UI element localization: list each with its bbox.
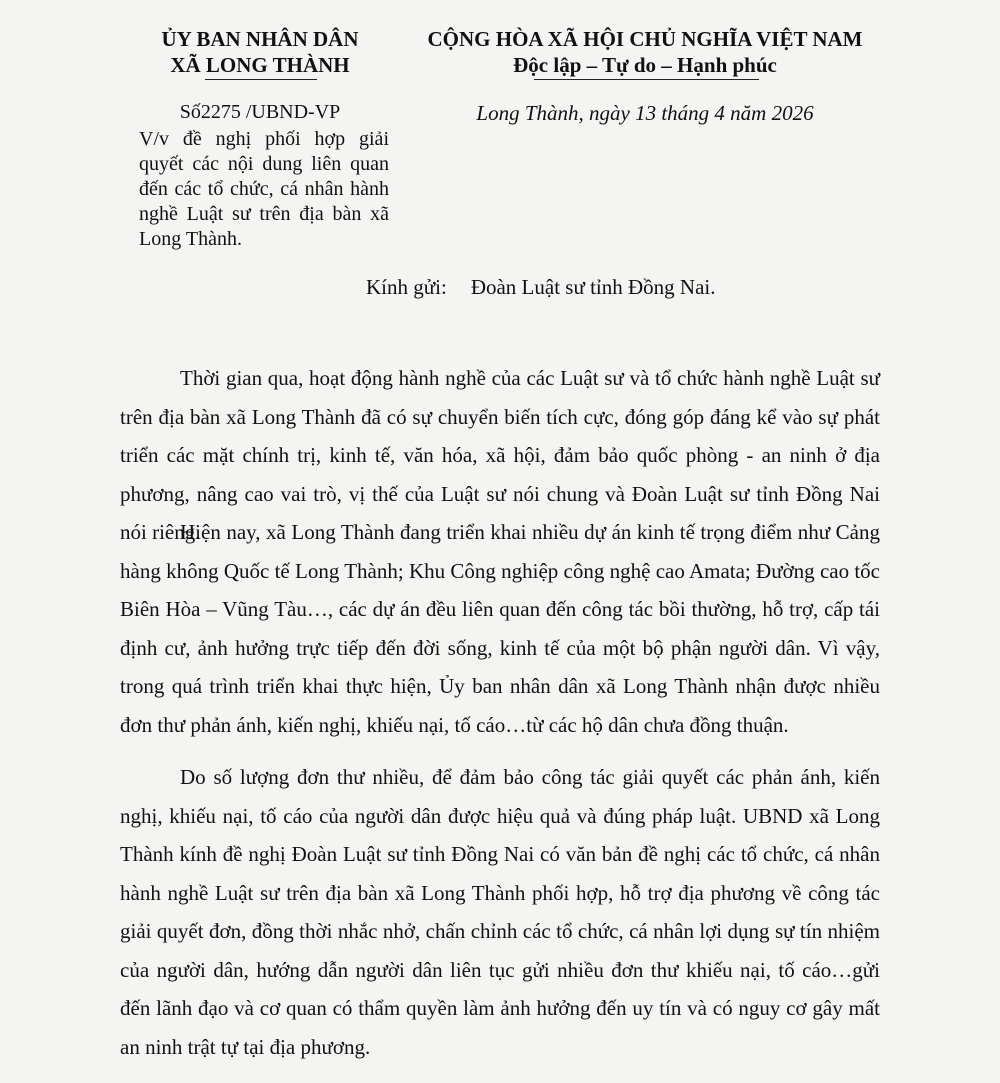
paragraph-text: Hiện nay, xã Long Thành đang triển khai nhiều dự án kinh tế trọng điểm như Cảng hàng không Quốc tế Long Thành; Khu Công nghiệp công nghệ cao Amata; Đường cao tốc Biên Hòa – Vũng Tàu…, các dự án đều liên quan đến công tác bồi thường, hỗ trợ, cấp tái định cư, ảnh hưởng trực tiếp đến đời sống, kinh tế của một bộ phận người dân. Vì vậy, trong quá trình triển khai thực hiện, Ủy ban nhân dân xã Long Thành nhận được nhiều đơn thư phản ánh, kiến nghị, khiếu nại, tố cáo…từ các hộ dân chưa đồng thuận. [120, 520, 880, 737]
body-paragraph [120, 513, 880, 744]
recipient-label: Kính gửi: [366, 275, 447, 299]
agency-underline [205, 79, 317, 80]
recipient-name: Đoàn Luật sư tỉnh Đồng Nai. [470, 275, 716, 299]
nation-line-1: CỘNG HÒA XÃ HỘI CHỦ NGHĨA VIỆT NAM [427, 27, 863, 51]
national-heading [395, 26, 895, 78]
paragraph-text: Do số lượng đơn thư nhiều, để đảm bảo công tác giải quyết các phản ánh, kiến nghị, khiếu nại, tố cáo của người dân được hiệu quả và đúng pháp luật. UBND xã Long Thành kính đề nghị Đoàn Luật sư tỉnh Đồng Nai có văn bản đề nghị các tổ chức, cá nhân hành nghề Luật sư trên địa bàn xã Long Thành phối hợp, hỗ trợ địa phương về công tác giải quyết đơn, đồng thời nhắc nhở, chấn chỉnh các tổ chức, cá nhân lợi dụng sự tín nhiệm của người dân, hướng dẫn người dân liên tục gửi nhiều đơn thư khiếu nại, tố cáo…gửi đến lãnh đạo và cơ quan có thẩm quyền làm ảnh hưởng đến uy tín và có nguy cơ gây mất an ninh trật tự tại địa phương. [120, 765, 880, 1059]
paragraph-text: Thời gian qua, hoạt động hành nghề của các Luật sư và tổ chức hành nghề Luật sư trên địa bàn xã Long Thành đã có sự chuyển biến tích cực, đóng góp đáng kể vào sự phát triển các mặt chính trị, kinh tế, văn hóa, xã hội, đảm bảo quốc phòng - an ninh ở địa phương, nâng cao vai trò, vị thế của Luật sư nói chung và Đoàn Luật sư tỉnh Đồng Nai nói riêng. [120, 366, 880, 544]
nation-motto: Độc lập – Tự do – Hạnh phúc [513, 53, 777, 77]
agency-line-2: XÃ LONG THÀNH [170, 53, 350, 77]
body-paragraph [120, 758, 880, 1066]
recipient-line [366, 275, 716, 300]
issuing-agency [110, 26, 410, 78]
document-subject: V/v đề nghị phối hợp giải quyết các nội dung liên quan đến các tổ chức, cá nhân hành nghề Luật sư trên địa bàn xã Long Thành. [139, 128, 389, 250]
place-and-date: Long Thành, ngày 13 tháng 4 năm 2026 [476, 101, 814, 125]
agency-line-1: ỦY BAN NHÂN DÂN [161, 27, 359, 51]
document-number: Số2275 /UBND-VP [179, 101, 341, 123]
motto-underline [534, 79, 759, 80]
